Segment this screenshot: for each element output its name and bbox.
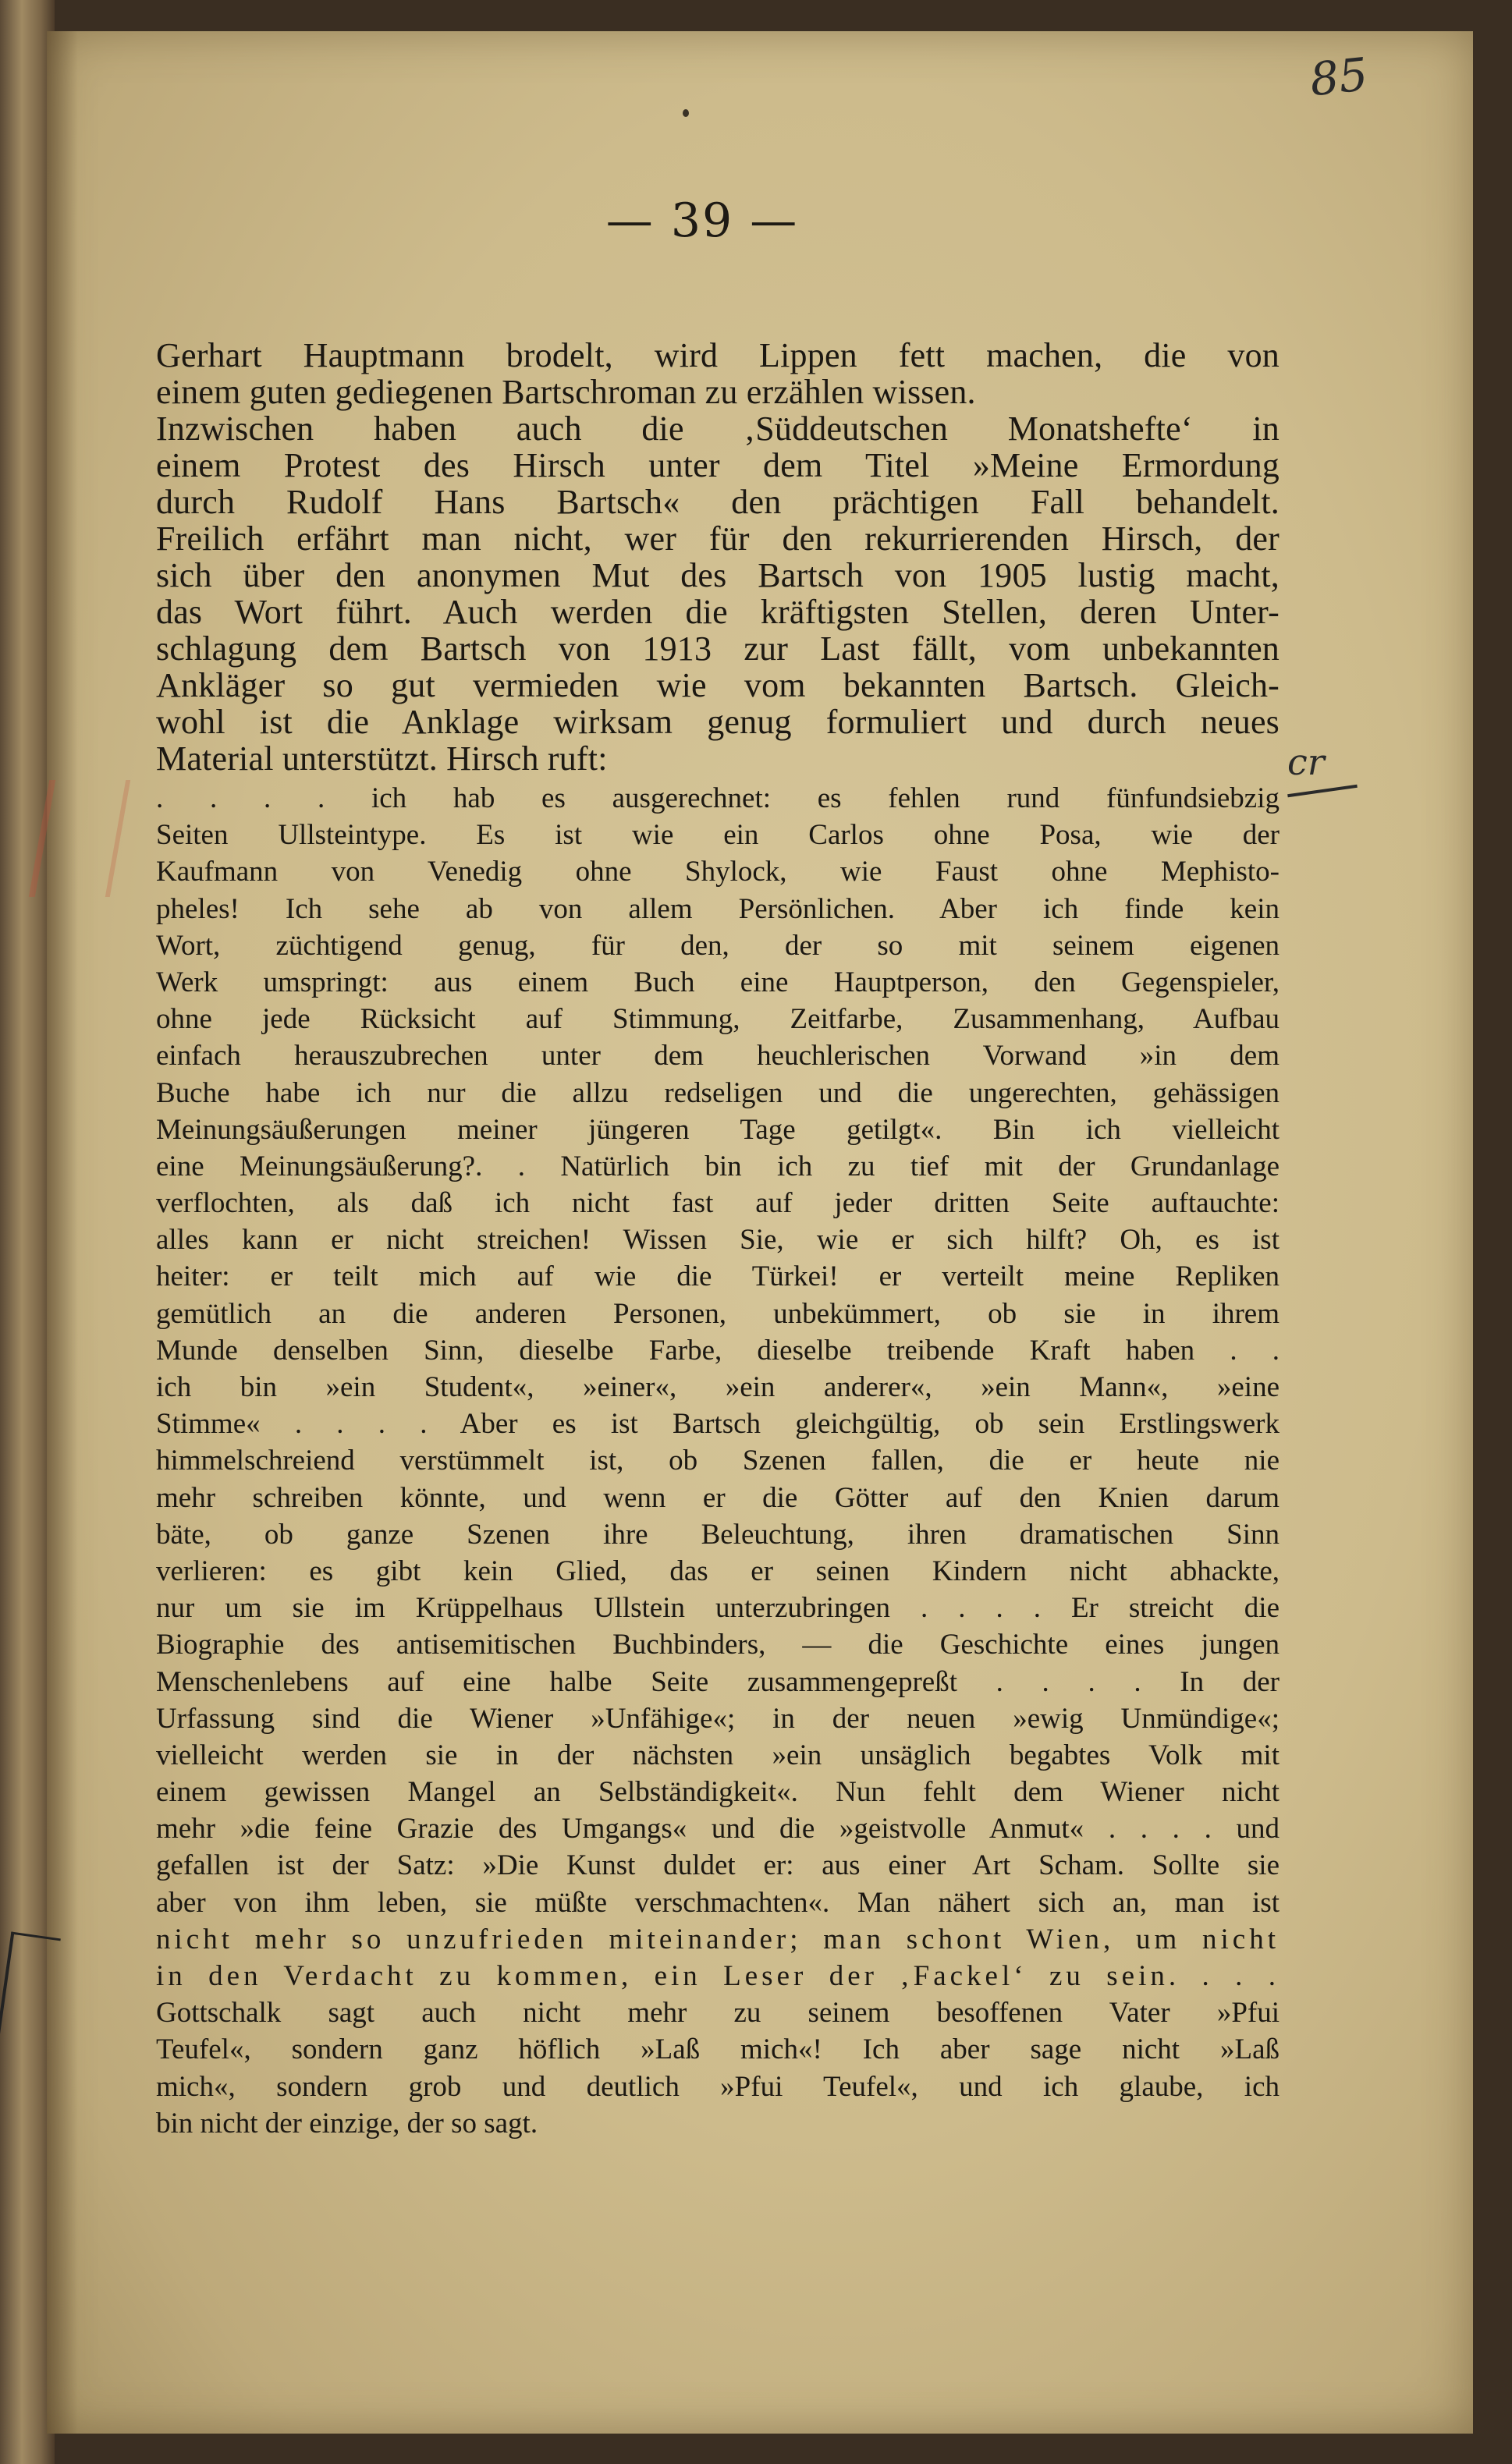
- quote-line: eine Meinungsäußerung?. . Natürlich bin ich zu tief mit der Grundanlage: [156, 1150, 1280, 1182]
- quote-line: ohne jede Rücksicht auf Stimmung, Zeitfarbe, Zusammenhang, Aufbau: [156, 1003, 1280, 1036]
- quote-line: alles kann er nicht streichen! Wissen Sie, wie er sich hilft? Oh, es ist: [156, 1224, 1280, 1257]
- text-line: Freilich erfährt man nicht, wer für den rekurrierenden Hirsch, der: [156, 519, 1280, 558]
- quote-line: verflochten, als daß ich nicht fast auf jeder dritten Seite auftauchte:: [156, 1187, 1280, 1220]
- text-line: einem guten gediegenen Bartschroman zu erzählen wissen.: [156, 373, 976, 411]
- quote-line: Meinungsäußerungen meiner jüngeren Tage getilgt«. Bin ich vielleicht: [156, 1113, 1280, 1146]
- quote-line: gefallen ist der Satz: »Die Kunst duldet er: aus einer Art Scham. Sollte sie: [156, 1849, 1280, 1882]
- quote-line: Seiten Ullsteintype. Es ist wie ein Carlos ohne Posa, wie der: [156, 819, 1280, 852]
- quote-line: heiter: er teilt mich auf wie die Türkei! er verteilt meine Repliken: [156, 1260, 1280, 1293]
- quote-line: mehr schreiben könnte, und wenn er die Götter auf den Knien darum: [156, 1481, 1280, 1514]
- quote-line: bäte, ob ganze Szenen ihre Beleuchtung, ihren dramatischen Sinn: [156, 1518, 1280, 1551]
- handwritten-folio-number: 85: [1307, 47, 1371, 107]
- quote-line: Urfassung sind die Wiener »Unfähige«; in der neuen »ewig Unmündige«;: [156, 1702, 1280, 1735]
- quote-line: Menschenlebens auf eine halbe Seite zusammengepreßt . . . . In der: [156, 1665, 1280, 1698]
- text-line: durch Rudolf Hans Bartsch« den prächtigen Fall behandelt.: [156, 483, 1280, 521]
- quote-line: . . . . ich hab es ausgerechnet: es fehlen rund fünfundsiebzig: [156, 782, 1280, 814]
- text-line: Inzwischen haben auch die ‚Süddeutschen Monatshefte‘ in: [156, 409, 1280, 448]
- ink-dot: [683, 109, 689, 117]
- quote-line: Wort, züchtigend genug, für den, der so mit seinem eigenen: [156, 929, 1280, 962]
- quote-line: nur um sie im Krüppelhaus Ullstein unterzubringen . . . . Er streicht die: [156, 1592, 1280, 1625]
- text-line: das Wort führt. Auch werden die kräftigsten Stellen, deren Unter-: [156, 593, 1280, 631]
- handwritten-margin-note: cr: [1287, 741, 1373, 803]
- text-line: Material unterstützt. Hirsch ruft:: [156, 739, 608, 778]
- quote-line: Teufel«, sondern ganz höflich »Laß mich«! Ich aber sage nicht »Laß: [156, 2033, 1280, 2066]
- quote-line: in den Verdacht zu kommen, ein Leser der ‚Fackel‘ zu sein. . . .: [156, 1960, 1280, 1992]
- quote-line: einfach herauszubrechen unter dem heuchlerischen Vorwand »in dem: [156, 1040, 1280, 1072]
- text-line: wohl ist die Anklage wirksam genug formuliert und durch neues: [156, 703, 1280, 741]
- quote-line: mehr »die feine Grazie des Umgangs« und die »geistvolle Anmut« . . . . und: [156, 1813, 1280, 1845]
- text-line: schlagung dem Bartsch von 1913 zur Last fällt, vom unbekannten: [156, 629, 1280, 668]
- quote-line: aber von ihm leben, sie müßte verschmachten«. Man nähert sich an, man ist: [156, 1886, 1280, 1919]
- quote-line: gemütlich an die anderen Personen, unbekümmert, ob sie in ihrem: [156, 1297, 1280, 1330]
- text-line: sich über den anonymen Mut des Bartsch von 1905 lustig macht,: [156, 556, 1280, 594]
- quote-line: Biographie des antisemitischen Buchbinders, — die Geschichte eines jungen: [156, 1629, 1280, 1661]
- quote-line: Gottschalk sagt auch nicht mehr zu seinem besoffenen Vater »Pfui: [156, 1997, 1280, 2030]
- quote-line: bin nicht der einzige, der so sagt.: [156, 2107, 538, 2140]
- quote-line: Buche habe ich nur die allzu redseligen und die ungerechten, gehässigen: [156, 1076, 1280, 1109]
- quote-line: pheles! Ich sehe ab von allem Persönlichen. Aber ich finde kein: [156, 892, 1280, 925]
- quote-line: Stimme« . . . . Aber es ist Bartsch gleichgültig, ob sein Erstlingswerk: [156, 1408, 1280, 1441]
- quote-line: Kaufmann von Venedig ohne Shylock, wie Faust ohne Mephisto-: [156, 856, 1280, 888]
- text-line: Gerhart Hauptmann brodelt, wird Lippen fett machen, die von: [156, 336, 1280, 374]
- quote-line: vielleicht werden sie in der nächsten »ein unsäglich begabtes Volk mit: [156, 1739, 1280, 1771]
- quote-line: ich bin »ein Student«, »einer«, »ein anderer«, »ein Mann«, »eine: [156, 1371, 1280, 1403]
- quote-line: Werk umspringt: aus einem Buch eine Hauptperson, den Gegenspieler,: [156, 966, 1280, 998]
- quote-line: himmelschreiend verstümmelt ist, ob Szenen fallen, die er heute nie: [156, 1445, 1280, 1477]
- text-line: Ankläger so gut vermieden wie vom bekannten Bartsch. Gleich-: [156, 666, 1280, 704]
- quote-line: einem gewissen Mangel an Selbständigkeit«. Nun fehlt dem Wiener nicht: [156, 1776, 1280, 1809]
- text-line: einem Protest des Hirsch unter dem Titel »Meine Ermordung: [156, 446, 1280, 484]
- quote-line: Munde denselben Sinn, dieselbe Farbe, dieselbe treibende Kraft haben . .: [156, 1334, 1280, 1367]
- body-paragraph: [156, 337, 1280, 777]
- quote-line: nicht mehr so unzufrieden miteinander; man schont Wien, um nicht: [156, 1923, 1280, 1955]
- block-quote: [156, 780, 1280, 2142]
- quote-line: verlieren: es gibt kein Glied, das er seinen Kindern nicht abhackte,: [156, 1555, 1280, 1587]
- page-number: — 39 —: [605, 193, 799, 248]
- quote-line: mich«, sondern grob und deutlich »Pfui Teufel«, und ich glaube, ich: [156, 2070, 1280, 2103]
